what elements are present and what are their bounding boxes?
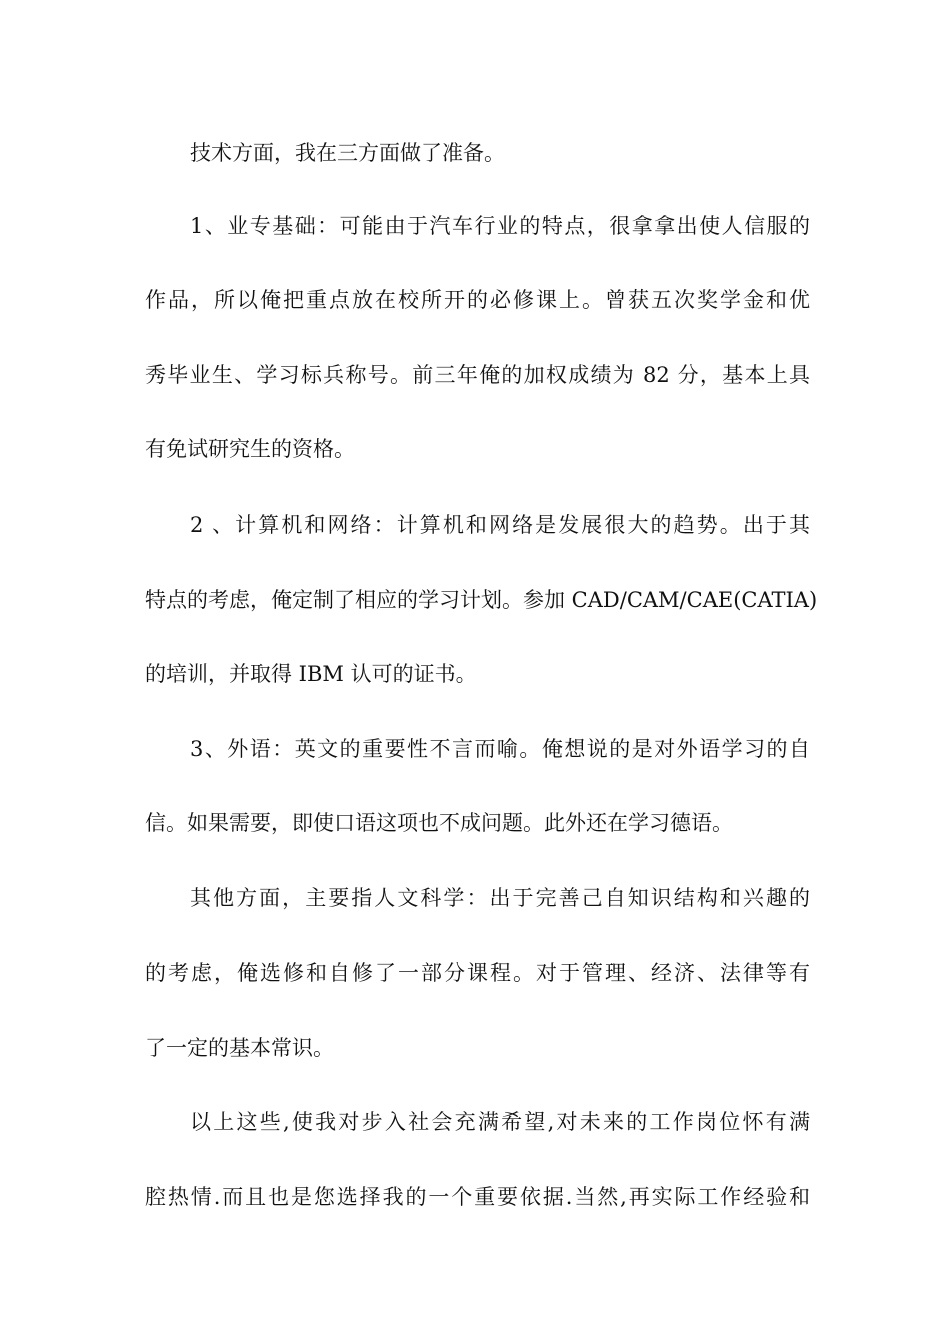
text-line: 3、外语：英文的重要性不言而喻。俺想说的是对外语学习的自 — [190, 737, 810, 761]
text-line: 技术方面，我在三方面做了准备。 — [190, 141, 505, 165]
text-line: 其他方面，主要指人文科学：出于完善己自知识结构和兴趣的 — [190, 886, 810, 910]
text-line: 有免试研究生的资格。 — [145, 437, 355, 461]
text-line: 作品，所以俺把重点放在校所开的必修课上。曾获五次奖学金和优 — [145, 288, 810, 312]
text-line: 1、业专基础：可能由于汽车行业的特点，很拿拿出使人信服的 — [190, 214, 810, 238]
text-line: 的培训，并取得 IBM 认可的证书。 — [145, 662, 477, 686]
text-line: 腔热情.而且也是您选择我的一个重要依据.当然,再实际工作经验和 — [145, 1185, 810, 1209]
text-line: 秀毕业生、学习标兵称号。前三年俺的加权成绩为 82 分，基本上具 — [145, 363, 810, 387]
text-line: 2 、计算机和网络：计算机和网络是发展很大的趋势。出于其 — [190, 513, 810, 537]
text-line: 以上这些,使我对步入社会充满希望,对未来的工作岗位怀有满 — [190, 1110, 810, 1134]
text-line: 的考虑，俺选修和自修了一部分课程。对于管理、经济、法律等有 — [145, 961, 810, 985]
text-line: 特点的考虑，俺定制了相应的学习计划。参加 CAD/CAM/CAE(CATIA) — [145, 588, 818, 612]
text-line: 信。如果需要，即使口语这项也不成问题。此外还在学习德语。 — [145, 811, 733, 835]
text-line: 了一定的基本常识。 — [145, 1036, 334, 1060]
